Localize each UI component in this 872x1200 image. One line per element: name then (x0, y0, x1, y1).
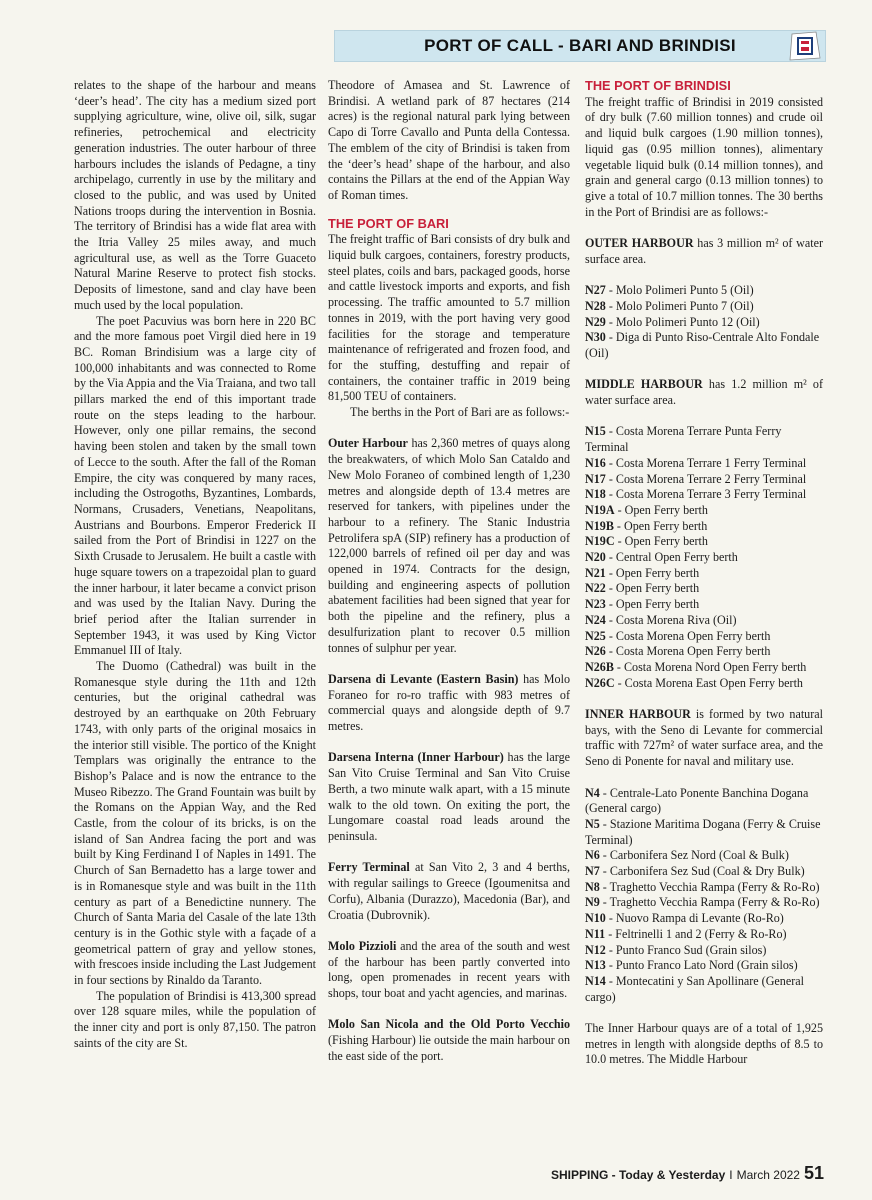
berth-code: N24 (585, 612, 606, 627)
berth-item (585, 943, 823, 959)
berth-code: N15 (585, 424, 606, 439)
berth-code: N13 (585, 958, 606, 973)
berth-code: N26B (585, 659, 614, 674)
berth-description: - Central Open Ferry berth (605, 550, 738, 565)
paragraph: The freight traffic of Bari consists of dry bulk and liquid bulk cargoes, containers, forestry products, steel plates, coils and bars, packaged goods, horse and cattle livestock imports and exports, and fish processing. The traffic amounted to 5.7 million tonnes in 2019, with the port having very good facilities for the storage and temperature maintenance of refrigerated and frozen food, and for the stuffing, destuffing and repair of containers, the container traffic in 2019 being 81,500 TEU of containers. (328, 232, 570, 404)
berth-description: - Carbonifera Sez Sud (Coal & Dry Bulk) (599, 864, 805, 879)
berth-description: - Molo Polimeri Punto 7 (Oil) (605, 298, 754, 313)
berth-description: - Traghetto Vecchia Rampa (Ferry & Ro-Ro) (599, 879, 820, 894)
berth-entry: Outer Harbour has 2,360 metres of quays along the breakwaters, of which Molo San Cataldo and New Molo Foraneo of combined length of 1,230 metres and alongside depth of 13.4 metres are reserved for tankers, with pipelines under the harbour to a refinery. The Stanic Industria Petrolifera spA (SIP) refinery has a production of 122,000 barrels of refined oil per day and was opened in 1974. Contracts for the design, building and engineering aspects of pollution abatement facilities had been signed that year for both the pipeline and the refinery, plus a desulfurization plant to recover 0.5 million tonnes of sulphur per year. (328, 436, 571, 655)
berth-description: - Molo Polimeri Punto 12 (Oil) (605, 314, 760, 329)
berth-description: - Open Ferry berth (605, 565, 700, 580)
berth-item (585, 424, 823, 455)
berth-term: Outer Harbour (328, 436, 408, 451)
berth-code: N8 (585, 879, 600, 894)
berth-item (585, 456, 823, 472)
berth-entry: Darsena di Levante (Eastern Basin) has Molo Foraneo for ro-ro traffic with 983 metres of commercial quays and alongside depth of 9.7 metres. (328, 671, 571, 734)
berth-description: - Costa Morena Nord Open Ferry berth (613, 659, 807, 674)
berth-description: - Stazione Maritima Dogana (Ferry & Cruise Terminal) (585, 816, 821, 847)
berth-item (585, 864, 823, 880)
berth-code: N14 (585, 973, 606, 988)
berth-description: - Open Ferry berth (605, 581, 700, 596)
berth-code: N28 (585, 298, 606, 313)
outer-harbour-berth-list (585, 283, 823, 362)
berth-description: - Feltrinelli 1 and 2 (Ferry & Ro-Ro) (605, 926, 787, 941)
berth-description: - Costa Morena Terrare 3 Ferry Terminal (605, 487, 807, 502)
berth-item (585, 895, 823, 911)
berth-description: - Diga di Punto Riso-Centrale Alto Fondale (Oil) (585, 330, 820, 360)
berth-code: N11 (585, 926, 606, 941)
berth-description: - Costa Morena Terrare 1 Ferry Terminal (605, 455, 807, 470)
berth-description: - Molo Polimeri Punto 5 (Oil) (605, 283, 754, 298)
berth-item (585, 597, 823, 613)
berth-code: N19B (585, 518, 614, 533)
harbour-heading: INNER HARBOUR is formed by two natural bays, with the Seno di Levante for commercial traffic with 727m² of water surface area, and the Seno di Ponente for naval and military use. (585, 707, 823, 769)
harbour-heading: OUTER HARBOUR has 3 million m² of water surface area. (585, 236, 823, 266)
berth-code: N22 (585, 581, 606, 596)
berth-item (585, 911, 823, 927)
issue-date: March 2022 (736, 1168, 800, 1182)
berth-description: - Centrale-Lato Ponente Banchina Dogana (General cargo) (585, 785, 809, 816)
article-column-3 (585, 78, 823, 1068)
berth-code: N20 (585, 550, 606, 565)
berth-description: - Costa Morena Open Ferry berth (605, 628, 771, 643)
berth-description: - Costa Morena Riva (Oil) (605, 612, 737, 627)
berth-item (585, 534, 823, 550)
berth-description: - Nuovo Rampa di Levante (Ro-Ro) (605, 911, 784, 926)
berth-code: N6 (585, 848, 600, 863)
berth-item (585, 472, 823, 488)
berth-description: - Open Ferry berth (614, 502, 708, 517)
berth-description: - Carbonifera Sez Nord (Coal & Bulk) (599, 848, 789, 863)
section-heading-bari: THE PORT OF BARI (328, 215, 449, 231)
berth-description: - Punto Franco Sud (Grain silos) (605, 942, 767, 957)
berth-item (585, 503, 823, 519)
berth-code: N21 (585, 565, 606, 580)
paragraph: The freight traffic of Brindisi in 2019 consisted of dry bulk (7.60 million tonnes) and crude oil and liquid bulk cargoes (1.90 million tonnes), liquid gas (0.95 million tonnes), alimentary vegetable liquid bulk (0.14 million tonnes), and grain and general cargo (0.13 million tonnes) to give a total of 10.7 million tonnes. The 30 berths in the Port of Brindisi are as follows:- (585, 94, 823, 219)
page-footer (551, 1163, 824, 1184)
berth-item (585, 581, 823, 597)
berth-item (585, 817, 823, 848)
paragraph: The poet Pacuvius was born here in 220 BC and the more famous poet Virgil died here in 19 BC. Roman Brindisium was a large city of 100,000 inhabitants and was connected to Rome by the Via Appia and the Via Traiana, and two tall pillars marked the end of this important trade route on the steps leading to the harbour. However, only one pillar remains, the second having been stolen and taken by the small town of Lecce to the south. After the fall of the Roman Empire, the city was conquered by many races, including the Ostrogoths, Byzantines, Lombards, Normans, Crusaders, Venetians, Neapolitans, Austrians and Bourbons. Emperor Frederick II sailed from the Port of Brindisi in 1227 on the Sixth Crusade to Jerusalem. He built a castle with huge square towers on a trapezoidal plan to guard the inner harbour, it later became a convict prison and was used by the Italian Navy. During the brief period after the Italian surrender in September 1943, it was used by King Victor Emmanuel III of Italy. (74, 313, 316, 658)
berth-term: Darsena di Levante (Eastern Basin) (328, 671, 519, 686)
berth-description: - Costa Morena Terrare 2 Ferry Terminal (605, 471, 807, 486)
berth-entry: Molo San Nicola and the Old Porto Vecchio (Fishing Harbour) lie outside the main harbour on the east side of the port. (328, 1017, 570, 1063)
berth-code: N29 (585, 314, 606, 329)
berth-code: N10 (585, 911, 606, 926)
berth-code: N30 (585, 330, 606, 345)
berth-item (585, 974, 823, 1005)
berth-code: N19C (585, 534, 615, 549)
berth-term: Ferry Terminal (328, 860, 410, 875)
berth-code: N18 (585, 487, 606, 502)
berth-item (585, 315, 823, 331)
berth-description: - Open Ferry berth (613, 518, 708, 533)
berth-code: N25 (585, 628, 606, 643)
berth-item (585, 927, 823, 943)
section-title: PORT OF CALL - BARI AND BRINDISI (424, 36, 736, 55)
paragraph: The berths in the Port of Bari are as follows:- (350, 405, 570, 420)
berth-description: - Montecatini y San Apollinare (General cargo) (585, 973, 804, 1004)
inner-harbour-berth-list (585, 786, 823, 1006)
berth-item (585, 958, 823, 974)
berth-entry: Darsena Interna (Inner Harbour) has the large San Vito Cruise Terminal and San Vito Cruise Berth, a two minute walk apart, with a 15 minute walk to the old town. On exiting the port, the Lungomare coastal road leads around the peninsula. (328, 750, 570, 843)
berth-item (585, 613, 823, 629)
page-number: 51 (803, 1163, 824, 1183)
berth-item (585, 880, 823, 896)
berth-code: N19A (585, 502, 615, 517)
berth-code: N17 (585, 471, 606, 486)
publication-name: SHIPPING - Today & Yesterday (550, 1168, 726, 1182)
berth-description: - Traghetto Vecchia Rampa (Ferry & Ro-Ro) (599, 895, 820, 910)
berth-description: - Open Ferry berth (614, 534, 708, 549)
section-banner (334, 30, 826, 62)
berth-description: - Punto Franco Lato Nord (Grain silos) (605, 958, 798, 973)
berth-description: - Costa Morena East Open Ferry berth (614, 675, 803, 690)
berth-item (585, 676, 823, 692)
magazine-logo-icon (786, 30, 826, 62)
paragraph: Theodore of Amasea and St. Lawrence of Brindisi. A wetland park of 87 hectares (214 acres) is the regional natural park lying between Capo di Torre Cavallo and Punta della Contessa. The emblem of the city of Brindisi is taken from the ‘deer’s head’ shape of the harbour, and also contains the Pillars at the end of the Appian Way of Roman times. (328, 78, 570, 202)
article-column-1 (74, 78, 316, 1052)
section-heading-brindisi: THE PORT OF BRINDISI (585, 78, 731, 93)
berth-code: N9 (585, 895, 600, 910)
berth-item (585, 848, 823, 864)
berth-code: N4 (585, 785, 600, 800)
paragraph: The Duomo (Cathedral) was built in the Romanesque style during the 11th and 12th centuries, but the original cathedral was destroyed by an earthquake on 20th February 1743, with only parts of the original mosaics in the interior still visible. The portico of the Knight Templars was originally the entrance to the Bishop’s Palace and is now the entrance to the Museo Ribezzo. The Grand Fountain was built by the Romans on the Appian Way, and the Red Castle, from the colour of its bricks, is on the island of San Andrea facing the port and was built by King Ferdinand I of Naples in 1491. The Church of San Bernadetto has a large tower and is in Romanesque style and was built in the 11th century as part of a Benedictine nunnery. The Church of Santa Maria del Casale of the late 13th century is in the Gothic style with a façade of a geometrical pattern of gray and yellow stones, with frescoes inside including the Last Judgement in four sections by Rinaldo da Taranto. (74, 659, 316, 988)
berth-term: Molo Pizzioli (328, 938, 397, 953)
berth-item (585, 519, 823, 535)
berth-code: N27 (585, 283, 606, 298)
berth-item (585, 283, 823, 299)
berth-code: N16 (585, 455, 606, 470)
berth-code: N7 (585, 864, 600, 879)
berth-item (585, 660, 823, 676)
berth-item (585, 487, 823, 503)
berth-item (585, 566, 823, 582)
berth-term: Molo San Nicola and the Old Porto Vecchio (328, 1017, 570, 1032)
berth-item (585, 550, 823, 566)
berth-item (585, 299, 823, 315)
harbour-heading: MIDDLE HARBOUR has 1.2 million m² of water surface area. (585, 377, 823, 408)
berth-code: N5 (585, 816, 600, 831)
berth-description: - Costa Morena Open Ferry berth (605, 644, 771, 659)
berth-code: N26 (585, 644, 606, 659)
paragraph: relates to the shape of the harbour and means ‘deer’s head’. The city has a medium sized port supplying agriculture, wine, olive oil, silk, sugar refineries, petrochemical and electricity generation industries. The outer harbour of three harbours includes the islands of Pedagne, a tiny archipelago, currently in use by the military and closed to the public, and was used by United Nations troops during the intervention in Bosnia. The territory of Brindisi has a wide flat area with the Itria Valley 25 miles away, and much agricultural use, as well as the Torre Guaceto Natural Marine Reserve to protect fish stocks. Deposits of limestone, sand and clay have been much used by the local population. (74, 78, 316, 312)
berth-item (585, 629, 823, 645)
berth-code: N26C (585, 675, 615, 690)
berth-item (585, 644, 823, 660)
footer-separator: I (729, 1168, 733, 1182)
berth-description: - Costa Morena Terrare Punta Ferry Terminal (585, 424, 782, 455)
berth-entry: Ferry Terminal at San Vito 2, 3 and 4 berths, with regular sailings to Greece (Igoumenitsa and Corfu), Albania (Durazzo), Macedonia (Bar), and Croatia (Dubrovnik). (328, 860, 570, 922)
berth-item (585, 786, 823, 817)
paragraph: The Inner Harbour quays are of a total of 1,925 metres in length with alongside depths of 8.5 to 10.0 metres. The Middle Harbour (585, 1021, 823, 1067)
paragraph: The population of Brindisi is 413,300 spread over 128 square miles, while the population of the inner city and port is only 87,150. The patron saints of the city are St. (74, 988, 316, 1050)
middle-harbour-berth-list (585, 424, 823, 691)
berth-code: N23 (585, 597, 606, 612)
berth-entry: Molo Pizzioli and the area of the south and west of the harbour has been partly converted into long, open promenades in recent years with shops, tour boat and yacht agencies, and marinas. (328, 938, 570, 1000)
berth-item (585, 330, 823, 361)
berth-code: N12 (585, 942, 606, 957)
berth-term: Darsena Interna (Inner Harbour) (328, 750, 504, 765)
berth-description: - Open Ferry berth (605, 597, 700, 612)
article-column-2 (328, 78, 570, 1065)
